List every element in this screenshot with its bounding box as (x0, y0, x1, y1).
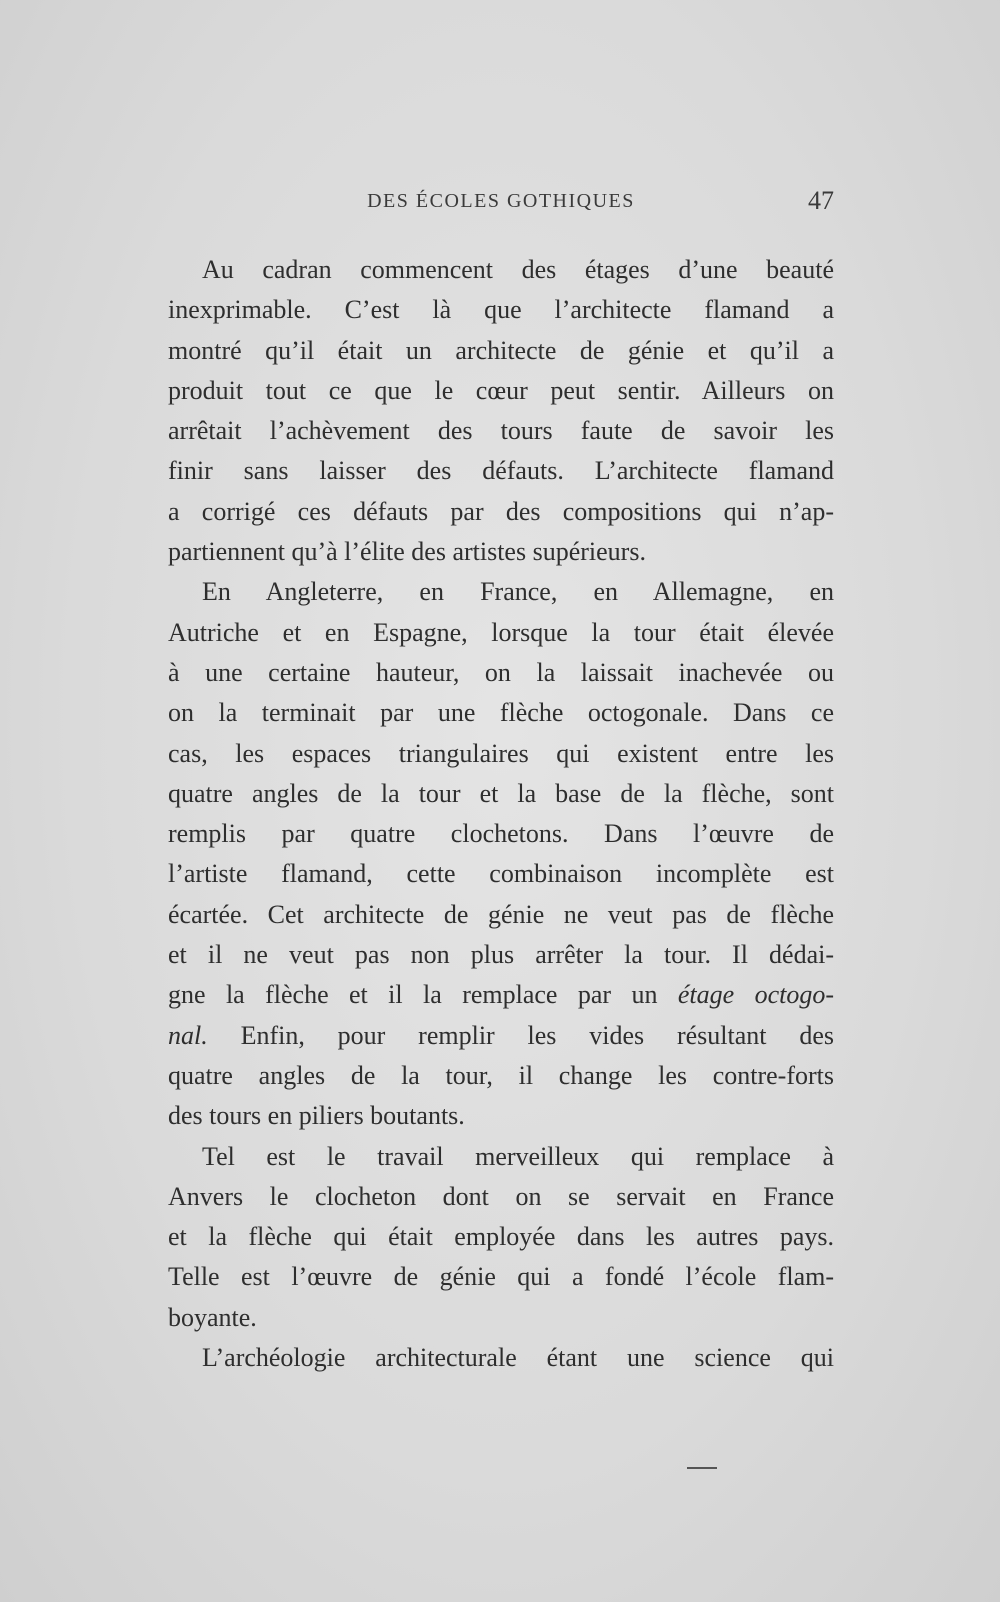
text-line: quatre angles de la tour, il change les contre-forts (168, 1060, 834, 1090)
text-line: finir sans laisser des défauts. L’architecte flamand (168, 456, 834, 486)
paragraph-3 (168, 1137, 834, 1338)
text-line: l’artiste flamand, cette combinaison incomplète est (168, 859, 834, 889)
text-line: et la flèche qui était employée dans les autres pays. (168, 1222, 834, 1252)
paragraph-2 (168, 572, 834, 1136)
page-header (168, 186, 834, 226)
text-line: produit tout ce que le cœur peut sentir. Ailleurs on (168, 375, 834, 405)
text-line: Tel est le travail merveilleux qui remplace à (202, 1141, 834, 1171)
text-run: gne la flèche et il la remplace par un (168, 980, 678, 1010)
text-line-with-italic (168, 1016, 834, 1056)
italic-text: nal. (168, 1020, 208, 1050)
page-number: 47 (808, 186, 834, 215)
text-line: montré qu’il était un architecte de génie et qu’il a (168, 335, 834, 365)
text-line: Anvers le clocheton dont on se servait en France (168, 1181, 834, 1211)
text-line: remplis par quatre clochetons. Dans l’œuvre de (168, 819, 834, 849)
text-line: En Angleterre, en France, en Allemagne, en (202, 577, 834, 607)
text-line: on la terminait par une flèche octogonale. Dans ce (168, 698, 834, 728)
decorative-rule (687, 1467, 717, 1469)
paragraph-1 (168, 250, 834, 572)
text-line: partiennent qu’à l’élite des artistes supérieurs. (168, 537, 646, 567)
text-line: quatre angles de la tour et la base de la flèche, sont (168, 778, 834, 808)
text-line: boyante. (168, 1302, 257, 1332)
text-line: Autriche et en Espagne, lorsque la tour était élevée (168, 617, 834, 647)
text-line: et il ne veut pas non plus arrêter la tour. Il dédai- (168, 940, 834, 970)
italic-text: étage octogo- (677, 980, 834, 1010)
text-line: L’archéologie architecturale étant une science qui (202, 1343, 834, 1373)
text-line: des tours en piliers boutants. (168, 1101, 465, 1131)
text-line: écartée. Cet architecte de génie ne veut pas de flèche (168, 899, 834, 929)
text-line: Au cadran commencent des étages d’une beauté (202, 255, 834, 284)
text-line: inexprimable. C’est là que l’architecte flamand a (168, 295, 834, 325)
text-line: arrêtait l’achèvement des tours faute de savoir les (168, 416, 834, 446)
running-title: DES ÉCOLES GOTHIQUES (367, 190, 635, 212)
text-run: Enfin, pour remplir les vides résultant des (207, 1020, 834, 1050)
text-line: cas, les espaces triangulaires qui existent entre les (168, 738, 834, 768)
text-line-with-italic (168, 975, 834, 1015)
body-text (168, 250, 834, 1378)
paragraph-4 (168, 1338, 834, 1378)
text-line: à une certaine hauteur, on la laissait inachevée ou (168, 657, 834, 687)
text-line: Telle est l’œuvre de génie qui a fondé l’école flam- (168, 1262, 834, 1292)
text-line: a corrigé ces défauts par des compositions qui n’ap- (168, 496, 834, 526)
